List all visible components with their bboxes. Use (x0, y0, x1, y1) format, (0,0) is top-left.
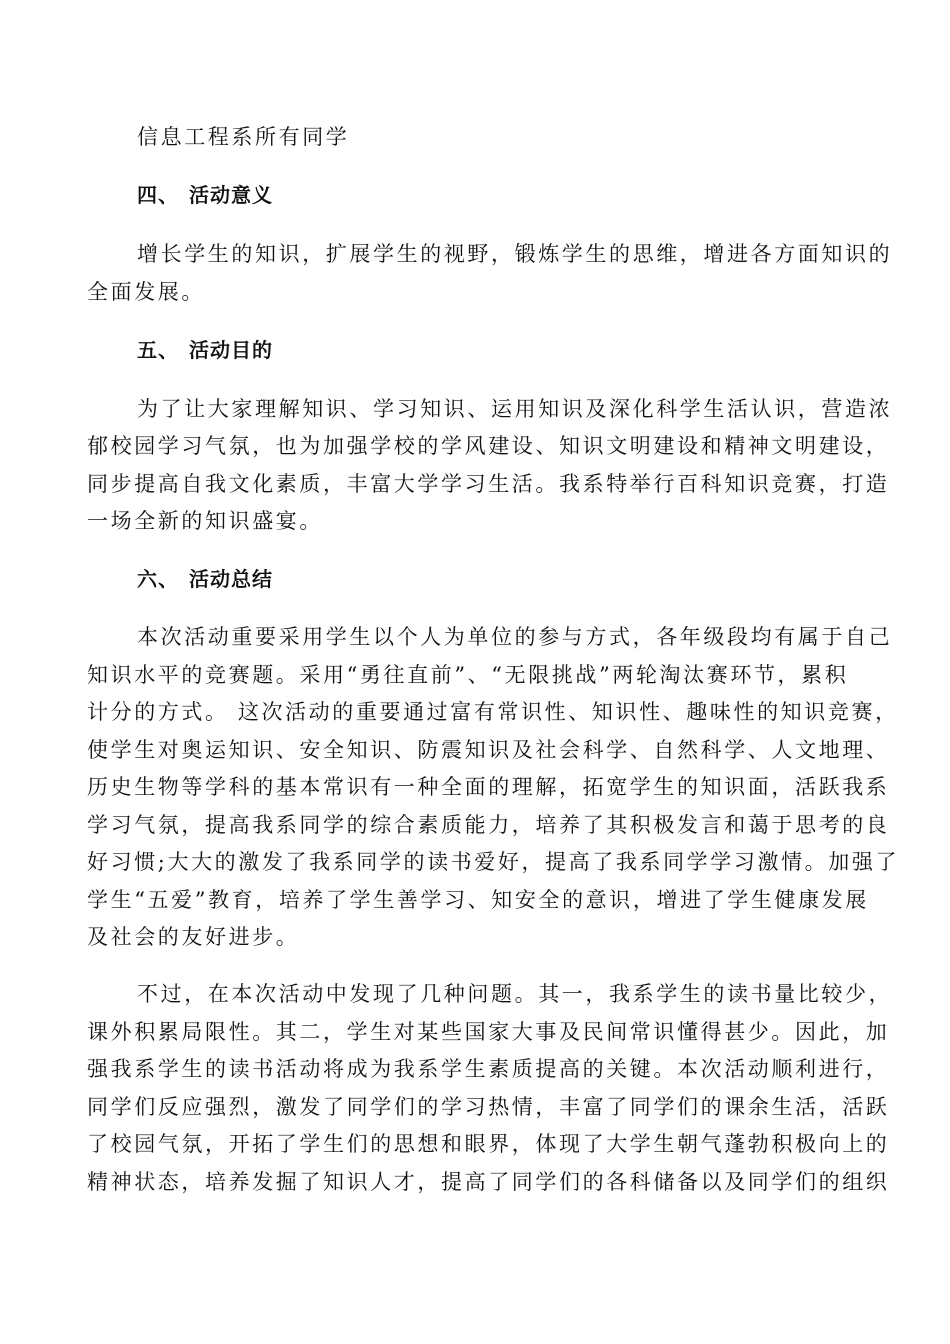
section-4-number: 四、 (137, 183, 179, 207)
summary-paragraph-1-line: 及社会的友好进步。 (87, 925, 300, 949)
section-5-line: 一场全新的知识盛宴。 (87, 509, 323, 533)
section-4-title: 活动意义 (189, 183, 273, 207)
section-5-number: 五、 (137, 338, 179, 362)
summary-paragraph-2-line: 了校园气氛，开拓了学生们的思想和眼界，体现了大学生朝气蓬勃积极向上的 (87, 1132, 890, 1156)
section-6-heading (137, 562, 273, 596)
section-4-heading (137, 178, 273, 212)
summary-paragraph-1-line: 历史生物等学科的基本常识有一种全面的理解，拓宽学生的知识面，活跃我系 (87, 775, 890, 799)
summary-paragraph-2-line: 课外积累局限性。其二，学生对某些国家大事及民间常识懂得甚少。因此，加 (87, 1020, 890, 1044)
summary-paragraph-1-line: 好习惯;大大的激发了我系同学的读书爱好，提高了我系同学学习激情。加强了 (87, 850, 900, 874)
summary-paragraph-2-line: 不过，在本次活动中发现了几种问题。其一，我系学生的读书量比较少， (137, 982, 893, 1006)
section-5-line: 为了让大家理解知识、学习知识、运用知识及深化科学生活认识，营造浓 (137, 397, 893, 421)
section-4-line: 全面发展。 (87, 280, 205, 304)
section-5-line: 同步提高自我文化素质，丰富大学学习生活。我系特举行百科知识竞赛，打造 (87, 472, 890, 496)
summary-paragraph-2-line: 精神状态，培养发掘了知识人才，提高了同学们的各科储备以及同学们的组织 (87, 1170, 890, 1194)
section-5-heading (137, 333, 273, 367)
summary-paragraph-1-line: 计分的方式。 这次活动的重要通过富有常识性、知识性、趣味性的知识竞赛， (87, 700, 899, 724)
section-5-line: 郁校园学习气氛，也为加强学校的学风建设、知识文明建设和精神文明建设， (87, 434, 890, 458)
summary-paragraph-1-line: 知识水平的竞赛题。采用“勇往直前”、“无限挑战”两轮淘汰赛环节，累积 (87, 663, 849, 687)
summary-paragraph-2-line: 同学们反应强烈，激发了同学们的学习热情，丰富了同学们的课余生活，活跃 (87, 1095, 890, 1119)
summary-paragraph-1-line: 学生“五爱”教育，培养了学生善学习、知安全的意识，增进了学生健康发展 (87, 888, 869, 912)
section-4-line: 增长学生的知识，扩展学生的视野，锻炼学生的思维，增进各方面知识的 (137, 242, 893, 266)
section-5-title: 活动目的 (189, 338, 273, 362)
section-6-number: 六、 (137, 567, 179, 591)
participants-text: 信息工程系所有同学 (137, 125, 350, 149)
summary-paragraph-2-line: 强我系学生的读书活动将成为我系学生素质提高的关键。本次活动顺利进行， (87, 1057, 890, 1081)
summary-paragraph-1-line: 学习气氛，提高我系同学的综合素质能力，培养了其积极发言和蔼于思考的良 (87, 813, 890, 837)
section-6-title: 活动总结 (189, 567, 273, 591)
summary-paragraph-1-line: 本次活动重要采用学生以个人为单位的参与方式，各年级段均有属于自己 (137, 625, 893, 649)
summary-paragraph-1-line: 使学生对奥运知识、安全知识、防震知识及社会科学、自然科学、人文地理、 (87, 738, 890, 762)
